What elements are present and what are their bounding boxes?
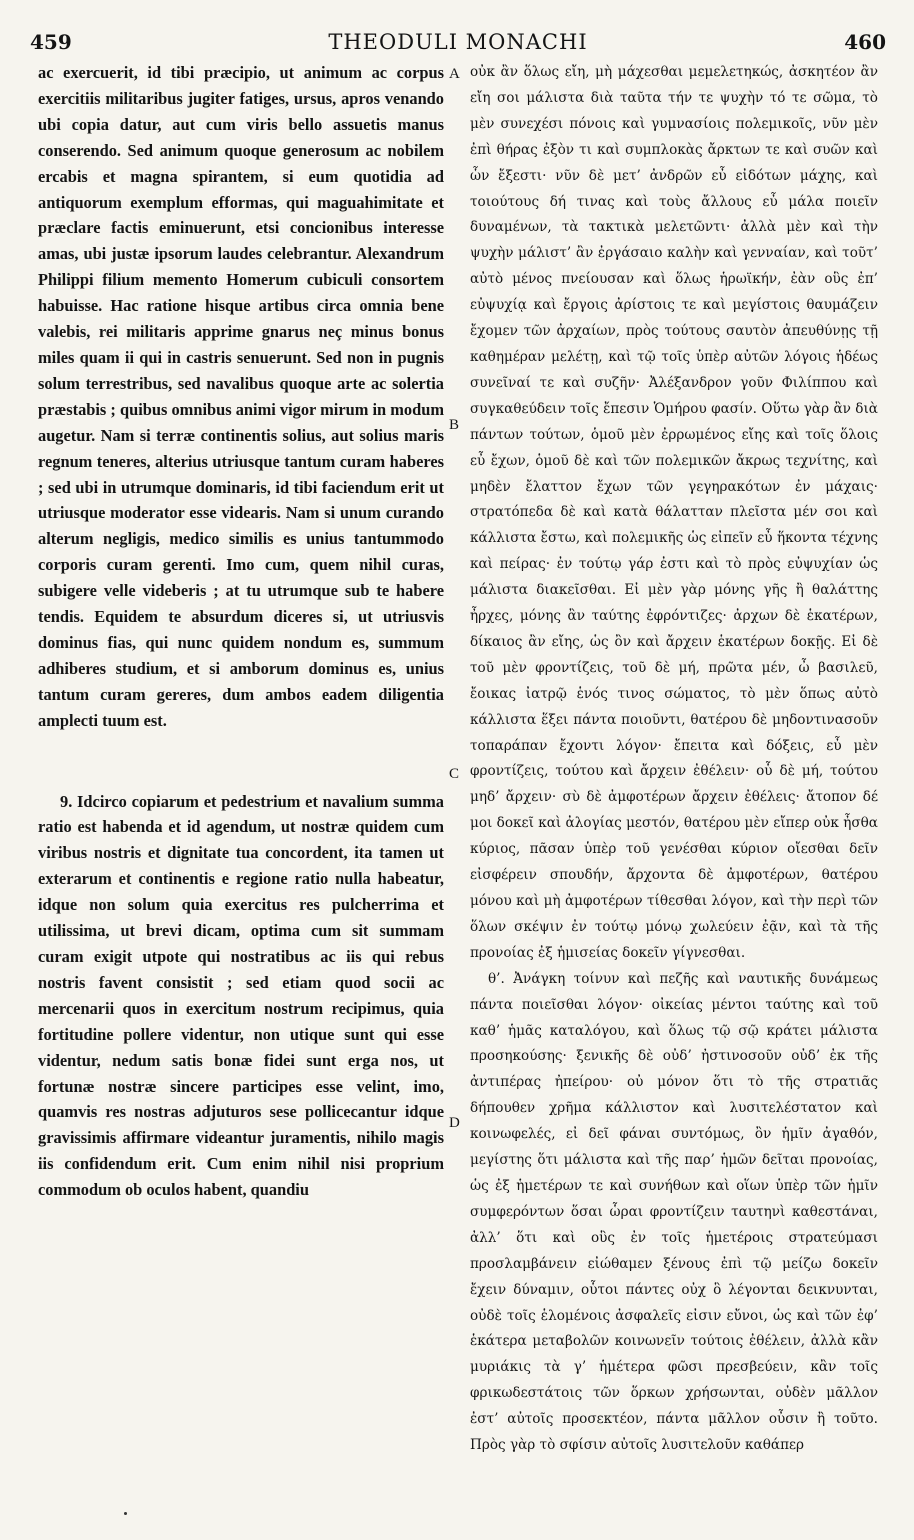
page-number-left: 459 [30,30,72,54]
page-number-right: 460 [844,30,886,54]
margin-letter-d: D [449,1115,460,1131]
margin-letter-b: B [449,417,460,433]
greek-paragraph-2: θ’. Ἀνάγκη τοίνυν καὶ πεζῆς καὶ ναυτικῆς δυνάμεως πάντα ποιεῖσθαι λόγον· οἰκείας μέντοι ταύτης καὶ τοῦ καθ’ ἡμᾶς καταλόγου, καὶ ὅλως τῷ σῷ κράτει μάλιστα προσηκούσης· ξενικῆς δὲ οὐδ’ ἠστινοσοῦν οὐδ’ ἐκ τῆς ἀντιπέρας ἠπείρου· οὐ μόνον ὅτι τὸ τῆς στρατιᾶς δήπουθεν χρῆμα κάλλιστον καὶ λυσιτελέστατον καὶ κοινωφελές, εἰ δεῖ φάναι συντόμως, ὂν ἡμῖν ἀγαθόν, μεγίστης ὅτι μάλιστα καὶ τῆς παρ’ ἡμῶν δεῖται προνοίας, ὡς ἐξ ἡμετέρων τε καὶ συνήθων καὶ οἵων ὑπὲρ τῶν ἡμῖν συμφερόντων ὅσαι ὧραι φροντίζειν ταυτηνὶ καθεστάναι, ἀλλ’ ὅτι καὶ οὓς ἐν τοῖς ἡμετέροις στρατεύμασι προσλαμβάνειν εἰώθαμεν ξένους ἐπὶ τῷ μείζω δοκεῖν ἔχειν δύναμιν, οὗτοι πάντες οὐχ ὃ λέγονται δεικνυνται, οὐδὲ τοῖς ἑλομένοις ἀσφαλεῖς εἰσιν εὔνοι, ὡς καὶ τῶν ἐφ’ ἑκάτερα μεταβολῶν κοινωνεῖν τούτοις ἐθέλειν, ἀλλὰ κἂν μυριάκις τὰ γ’ ἡμέτερα φῶσι πρεσβεύειν, κἂν τοῖς φρικωδεστάτοις τῶν ὅρκων χρήσωνται, οὐδὲν μᾶλλον ἐστ’ αὐτοῖς προσεκτέον, πάντα μᾶλλον οὖσιν ἢ τοῦτο. Πρὸς γὰρ τὸ σφίσιν αὐτοῖς λυσιτελοῦν καθάπερ [470,970,878,1454]
latin-paragraph-2: 9. Idcirco copiarum et pedestrium et navalium summa ratio est habenda et id agendum, ut nostræ quidem cum viribus nostris et dignitate tua concordent, ita tamen ut exterarum et continentis e regione ratio nulla habeatur, idque non solum quia exercitus res pulcherrima et utilissima, ut brevi dicam, optima cum sit summam curam exigit utpote qui nostratibus ac iis qui rebus nostris favent consistit ; sed etiam quod socii ac mercenarii quos in exercitum nostrum recipimus, quia fortitudine pollere videntur, non utique sunt qui esse videntur, nedum satis bonæ fidei sunt erga nos, ut fortunæ nostræ sincere participes esse velint, imo, quamvis res nostras adjuturos sese pollicecantur idque gravissimis affirmare videantur juramentis, nihilo magis iis confidendum erit. Cum enim nihil nisi proprium commodum ob oculos habent, quandiu [38,791,444,1200]
latin-column [38,60,444,1203]
greek-paragraph-1: οὐκ ἂν ὅλως εἴη, μὴ μάχεσθαι μεμελετηκώς, ἀσκητέον ἂν εἴη σοι μάλιστα διὰ ταῦτα τήν τε ψυχὴν τό τε σῶμα, τὸ μὲν συνεχέσι πόνοις καὶ γυμνασίοις πολεμικοῖς, νῦν μὲν ἐπὶ θήρας ἐξὸν τι καὶ συμπλοκὰς ἄρκτων τε καὶ συῶν καὶ ὧν ἔξεστι· νῦν δὲ μετ’ ἀνδρῶν εὖ εἰδότων μάχης, καὶ τοιούτους δή τινας καὶ τοὺς ἄλλους εὖ μάλα ποιεῖν δυναμένων, τὰ τακτικὰ μελετῶντι· ἀλλὰ μὲν καὶ τὴν ψυχὴν μάλιστ’ ἂν ἐργάσαιο καλὴν καὶ γενναίαν, καὶ τοῦτ’ αὐτὸ μένος πνείουσαν καὶ ὅλως ἡρωϊκήν, ἐὰν οὓς ἐπ’ εὐψυχίᾳ καὶ ἔργοις ἀρίστοις τε καὶ μεγίστοις θαυμάζειν ἔχομεν τῶν ἀρχαίων, πρὸς τούτους σαυτὸν ἀπευθύνῃς τῇ καθημέραν μελέτῃ, καὶ τῷ τοῖς ὑπὲρ αὐτῶν λόγοις ἡδέως συνεῖναί τε καὶ συζῆν· Ἀλέξανδρον γοῦν Φιλίππου καὶ συγκαθεύδειν τοῖς ἔπεσιν Ὁμήρου φασίν. Οὕτω γὰρ ἂν διὰ πάντων τούτων, ὁμοῦ μὲν ἐρρωμένος εἴης καὶ τοῖς ὅλοις εὖ ἔχων, ὁμοῦ δὲ καὶ τῶν πολεμικῶν ἄκρως τεχνίτης, καὶ μηδὲν ἔλαττον ἔχων τῶν γεγηρακότων ἐν μάχαις· στρατόπεδα δὲ καὶ κατὰ θάλατταν πλεῖστα μέν σοι καὶ κάλλιστα ἔστω, καὶ πολεμικῆς ὡς εἰπεῖν εὖ ἥκοντα τέχνης καὶ πείρας· ἐν τούτῳ γάρ ἐστι καὶ τὸ πρὸς εὐψυχίαν ὡς μάλιστα διακεῖσθαι. Εἰ μὲν γὰρ μόνης γῆς ἢ θαλάττης ἦρχες, μόνης ἂν ταύτης ἐφρόντιζες· ἀρχων δὲ ἑκατέρων, δίκαιος ἂν εἴης, ὡς ὂν καὶ ἄρχειν ἑκατέρων δοκῇς. Εἰ δὲ τοῦ μὲν φροντίζεις, τοῦ δὲ μή, πρῶτα μέν, ὦ βασιλεῦ, ἔοικας ἰατρῷ ἑνός τινος σώματος, τὸ μὲν ὅπως αὐτὸ κάλλιστα ἕξει πάντα ποιοῦντι, θατέρου δὲ μηδοντινασοῦν τοπαράπαν ἔχοντι λόγον· ἔπειτα καὶ δόξεις, εὖ μὲν φροντίζεις, τούτου καὶ ἄρχειν ἐθέλειν· οὗ δὲ μή, τούτου μηδ’ ἄρχειν· σὺ δὲ ἀμφοτέρων ἄρχειν ἐθέλεις· ἄτοπον δέ μοι δοκεῖ καὶ ἀλογίας μεστόν, θατέρου μὲν εἴπερ οὐκ ἦσθα κύριος, πᾶσαν ὑπὲρ τοῦ γενέσθαι κύριον οἴεσθαι δεῖν εἰσφέρειν σπουδήν, ἄρχοντα δὲ ἀμφοτέρων, θατέρου μόνου καὶ μὴ ἀμφοτέρων τίθεσθαι λόγον, καὶ τὴν περὶ τῶν ὅλων σκέψιν ἐν τούτῳ μόνῳ χωλεύειν ἐᾷν, καὶ τὰ τῆς προνοίας ἐξ ἡμισείας δοκεῖν γίγνεσθαι. [470,64,878,961]
print-speck [124,1512,127,1515]
running-header [30,30,886,58]
running-title: THEODULI MONACHI [328,30,588,54]
latin-paragraph-1: ac exercuerit, id tibi præcipio, ut animum ac corpus exercitiis militaribus jugiter fatiges, ursus, apros venando ubi copia datur, aut cum viris bello assuetis manus conserendo. Sed animum quoque generosum ac nobilem ercabis et magna spirantem, si eum quotidia ad antiquorum exemplum efformas, qui maguahimitate et præclare factis eminuerunt, etsi concionibus interesse amas, ubi justæ ipsorum laudes celebrantur. Alexandrum Philippi filium memento Homerum cubiculi consortem habuisse. Hac ratione hisque artibus circa omnia bene valebis, rei militaris apprime gnarus neç minus bonus miles quam ii qui in castris senuerunt. Sed non in pugnis solum terrestribus, sed navalibus quoque arte ac solertia præstabis ; quibus omnibus animi vigor mirum in modum augetur. Nam si terræ continentis solius, aut solius maris regnum teneres, alterius utriusque tantum curam haberes ; sed ubi in utrumque dominaris, id tibi faciendum erit ut utriusque moderator esse videaris. Nam si unum curando alterum negligis, medico similis es unius tantummodo corporis curam gerenti. Imo cum, quem nihil curas, subigere velle videberis ; at tu utrumque sub te habere tendis. Equidem te absurdum diceres si, ut utriusvis dominus fias, qui nunc quidem nondum es, summum adhiberes studium, et si amborum dominus es, unius tantum curam gereres, dum ambos eadem diligentia amplecti tuum est. [38,63,444,730]
margin-letter-c: C [449,766,460,782]
greek-column [470,60,878,1459]
margin-letter-a: A [449,66,460,82]
